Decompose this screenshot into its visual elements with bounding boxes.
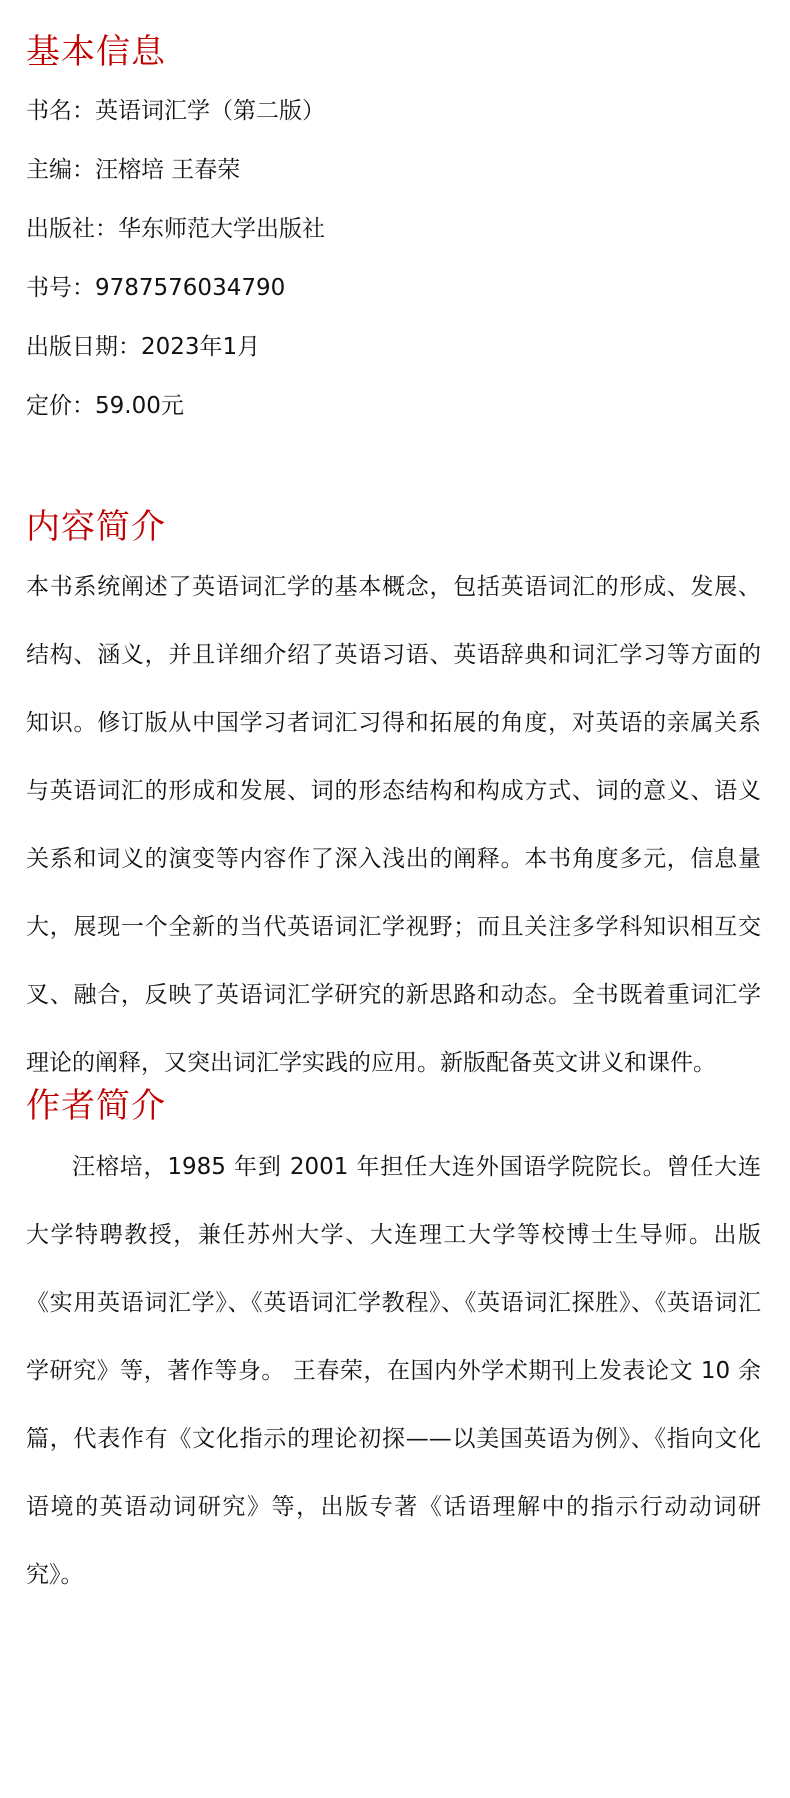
price-line: 定价：59.00元 (26, 393, 184, 419)
content-intro-paragraph: 本书系统阐述了英语词汇学的基本概念，包括英语词汇的形成、发展、结构、涵义，并且详细介绍了英语习语、英语辞典和词汇学习等方面的知识。修订版从中国学习者词汇习得和拓展的角度，对英语的亲属关系与英语词汇的形成和发展、词的形态结构和构成方式、词的意义、语义关系和词义的演变等内容作了深入浅出的阐释。本书角度多元，信息量大，展现一个全新的当代英语词汇学视野；而且关注多学科知识相互交叉、融合，反映了英语词汇学研究的新思路和动态。全书既着重词汇学理论的阐释，又突出词汇学实践的应用。新版配备英文讲义和课件。 (26, 574, 761, 1076)
isbn-line: 书号：9787576034790 (26, 275, 286, 301)
publisher-line: 出版社：华东师范大学出版社 (26, 216, 325, 242)
content-intro-heading: 内容简介 (26, 507, 166, 547)
book-name-line: 书名：英语词汇学（第二版） (26, 98, 325, 124)
author-intro-heading: 作者简介 (26, 1086, 166, 1126)
author-intro-paragraph: 汪榕培，1985 年到 2001 年担任大连外国语学院院长。曾任大连大学特聘教授，兼任苏州大学、大连理工大学等校博士生导师。出版《实用英语词汇学》、《英语词汇学教程》、《英语词汇探胜》、《英语词汇学研究》等，著作等身。 王春荣，在国内外学术期刊上发表论文 10 余篇，代表作有《文化指示的理论初探——以美国英语为例》、《指向文化语境的英语动词研究》等，出版专著《话语理解中的指示行动动词研究》。 (26, 1154, 761, 1588)
basic-info-heading: 基本信息 (26, 32, 166, 72)
publish-date-line: 出版日期：2023年1月 (26, 334, 261, 360)
editors-line: 主编：汪榕培 王春荣 (26, 157, 241, 183)
